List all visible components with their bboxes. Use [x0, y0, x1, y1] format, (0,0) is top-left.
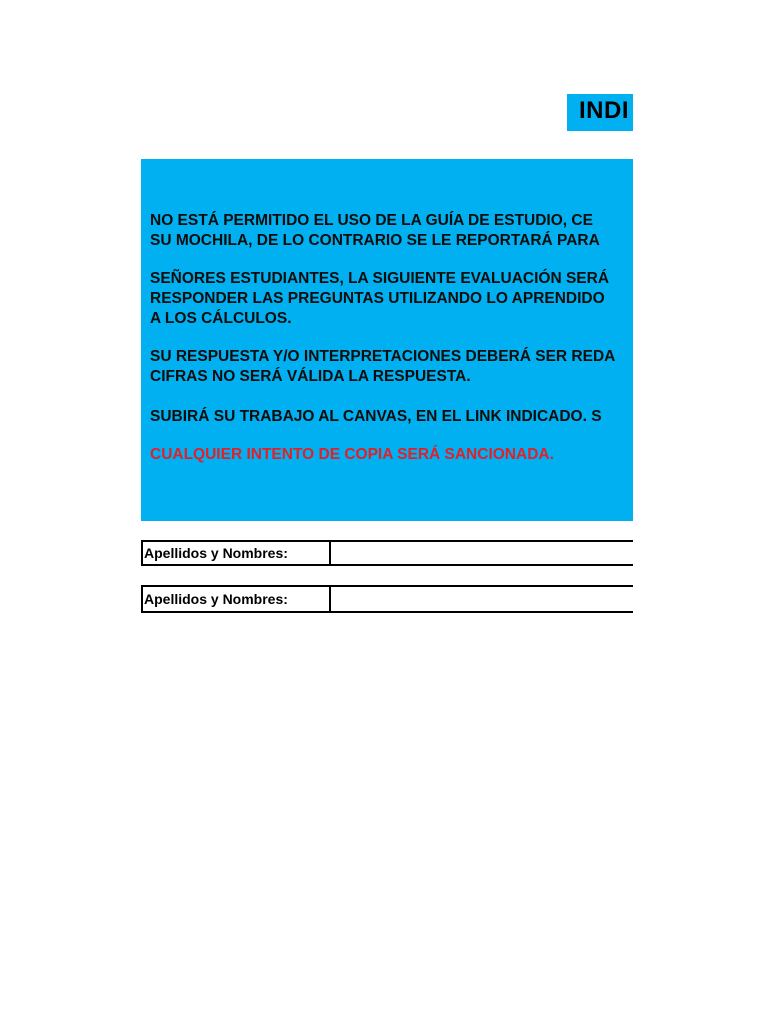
- notice-line: RESPONDER LAS PREGUNTAS UTILIZANDO LO APRENDIDO: [150, 290, 605, 307]
- notice-line: SU MOCHILA, DE LO CONTRARIO SE LE REPORTARÁ PARA: [150, 232, 600, 249]
- student-name-label: Apellidos y Nombres:: [143, 542, 331, 564]
- student-name-field[interactable]: [331, 542, 633, 564]
- notice-line: NO ESTÁ PERMITIDO EL USO DE LA GUÍA DE ESTUDIO, CE: [150, 212, 593, 229]
- student-name-row: [141, 585, 633, 613]
- student-name-label: Apellidos y Nombres:: [143, 587, 331, 611]
- copy-warning: CUALQUIER INTENTO DE COPIA SERÁ SANCIONADA.: [150, 446, 554, 463]
- notice-line: CIFRAS NO SERÁ VÁLIDA LA RESPUESTA.: [150, 368, 471, 385]
- notice-line: SU RESPUESTA Y/O INTERPRETACIONES DEBERÁ SER REDA: [150, 348, 616, 365]
- instructions-notice: [141, 159, 633, 521]
- student-name-field[interactable]: [331, 587, 633, 611]
- page-title: INDI: [579, 97, 629, 124]
- notice-line: SEÑORES ESTUDIANTES, LA SIGUIENTE EVALUACIÓN SERÁ: [150, 270, 610, 287]
- notice-line: A LOS CÁLCULOS.: [150, 310, 292, 327]
- notice-line: SUBIRÁ SU TRABAJO AL CANVAS, EN EL LINK INDICADO. S: [150, 408, 602, 425]
- title-banner: [567, 94, 633, 131]
- student-name-row: [141, 540, 633, 566]
